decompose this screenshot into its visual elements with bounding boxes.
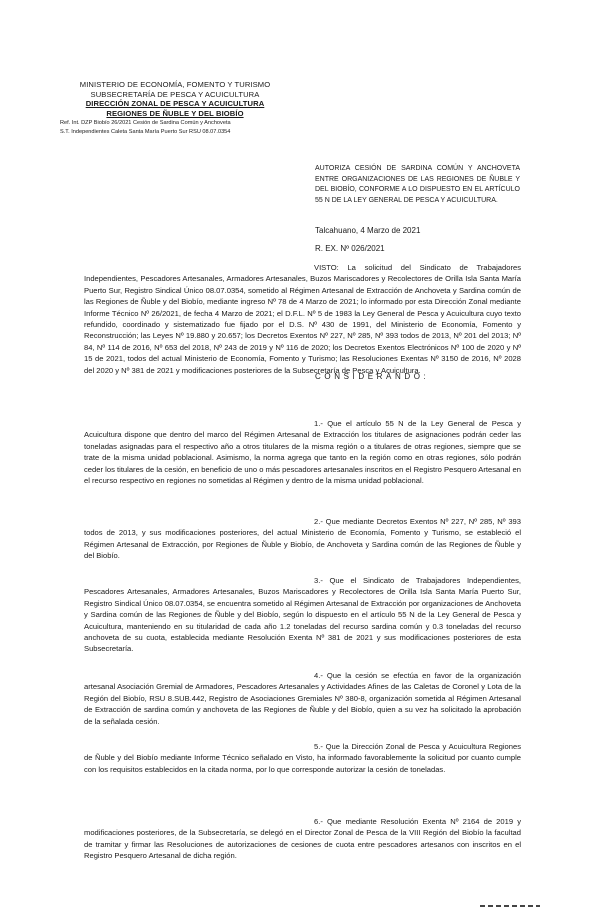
resolution-number: R. EX. Nº 026/2021 <box>315 244 385 253</box>
considerando-item-5 <box>84 741 521 775</box>
directorate-name: DIRECCIÓN ZONAL DE PESCA Y ACUICULTURA <box>85 99 265 108</box>
footer-rule <box>480 905 540 907</box>
letterhead <box>60 80 290 136</box>
visto-paragraph <box>84 262 521 376</box>
considerando-item-3 <box>84 575 521 655</box>
considerando-heading: CONSIDERANDO: <box>315 372 430 381</box>
considerando-item-6 <box>84 816 521 862</box>
reference-line-1: Ref. Int. DZP Biobío 26/2021 Cesión de Sardina Común y Anchoveta <box>60 120 231 126</box>
item-text: 4.- Que la cesión se efectúa en favor de la organización artesanal Asociación Gremial de Armadores, Pescadores Artesanales y Actividades Afines de las Caletas de Coronel y Lota de la Región del Biobío, RSU 8.SUB.442, Registro de Asociaciones Gremiales Nº 380-8, organización sometida al Régimen Artesanal de Extracción de sardina común y anchoveta de las Regiones de Ñuble y del Biobío, quien a su vez ha solicitado la aprobación de la señalada cesión. <box>84 671 521 726</box>
subject-heading: AUTORIZA CESIÓN DE SARDINA COMÚN Y ANCHOVETA ENTRE ORGANIZACIONES DE LAS REGIONES DE ÑUBLE Y DEL BIOBÍO, CONFORME A LO DISPUESTO EN EL ARTÍCULO 55 N DE LA LEY GENERAL DE PESCA Y ACUICULTURA. <box>315 165 520 204</box>
visto-text: VISTO: La solicitud del Sindicato de Trabajadores Independientes, Pescadores Artesanales, Armadores Artesanales, Buzos Mariscadores y Recolectores de Orilla Isla Santa María Puerto Sur, Registro Sindical Único 08.07.0354, sometido al Régimen Artesanal de Extracción de Anchoveta y Sardina común de las Regiones de Ñuble y del Biobío, mediante ingreso Nº 78 de 4 Marzo de 2021; lo informado por esta Dirección Zonal mediante Informe Técnico Nº 26/2021, de fecha 4 Marzo de 2021; el D.F.L. Nº 5 de 1983 la Ley General de Pesca y Acuicultura cuyo texto refundido, coordinado y sistematizado fue fijado por el D.S. Nº 430 de 1991, del Ministerio de Economía, Fomento y Reconstrucción; las Leyes Nº 19.880 y 20.657; los Decretos Exentos Nº 227, Nº 285, Nº 393 todos de 2013, Nº 201 del 2013; Nº 84, Nº 114 de 2016, Nº 653 del 2018, Nº 243 de 2019 y Nº 116 de 2020; los Decretos Exentos Electrónicos Nº 100 de 2020 y Nº 15 de 2021, todos del actual Ministerio de Economía, Fomento y Turismo; las Resoluciones Exentas Nº 3150 de 2016, Nº 2028 del 2020 y Nº 381 de 2021 y modificaciones posteriores de la Subsecretaría de Pesca y Acuicultura. <box>84 263 521 375</box>
item-text: 1.- Que el artículo 55 N de la Ley General de Pesca y Acuicultura dispone que dentro del marco del Régimen Artesanal de Extracción los titulares de asignaciones podrán ceder las toneladas asignadas para el respectivo año a otros titulares de la misma región o a titulares de otras regiones, siempre que se trate de la misma unidad poblacional. Asimismo, la norma agrega que tanto en la región como en otras regiones, sólo podrán ceder los titulares de la cesión, en beneficio de uno o más pescadores artesanales inscritos en el Registro Pesquero Artesanal en el recurso respectivo en regiones no sometidas al Régimen y dentro de la misma unidad poblacional. <box>84 419 521 486</box>
item-text: 3.- Que el Sindicato de Trabajadores Independientes, Pescadores Artesanales, Armadores Artesanales, Buzos Mariscadores y Recolectores de Orilla Isla Santa María Puerto Sur, Registro Sindical Único 08.07.0354, se encuentra sometido al Régimen Artesanal de Extracción por organizaciones de Anchoveta y Sardina común de las Regiones de Ñuble y del Biobío, según lo dispuesto en el artículo 55 N de la Ley General de Pesca y Acuicultura, manteniendo en su titularidad de cada año 1.2 toneladas del recurso sardina común y 0.3 toneladas del recurso anchoveta de su cuota, establecida mediante Resolución Exenta Nº 381 de 2021 y sus modificaciones posteriores de esta Subsecretaría. <box>84 576 521 654</box>
item-text: 2.- Que mediante Decretos Exentos Nº 227, Nº 285, Nº 393 todos de 2013, y sus modificaciones posteriores, del actual Ministerio de Economía, Fomento y Turismo, se estableció el Régimen Artesanal de Extracción, por Regiones de Ñuble y Biobío, de Anchoveta y Sardina común de las Regiones de Ñuble y del Biobío. <box>84 517 521 561</box>
item-text: 5.- Que la Dirección Zonal de Pesca y Acuicultura Regiones de Ñuble y del Biobío mediante Informe Técnico señalado en Visto, ha informado favorablemente la solicitud por cuanto cumple con los requisitos establecidos en la citada norma, por lo que corresponde autorizar la cesión de toneladas. <box>84 742 521 774</box>
reference-line-2: S.T. Independientes Caleta Santa María Puerto Sur RSU 08.07.0354 <box>60 129 231 135</box>
item-text: 6.- Que mediante Resolución Exenta Nº 2164 de 2019 y modificaciones posteriores, de la Subsecretaría, se delegó en el Director Zonal de Pesca de la VIII Región del Biobío la facultad de tramitar y firmar las Resoluciones de autorizaciones de cesiones de cuota entre pescadores artesanos con inscritos en el Registro Pesquero Artesanal de dicha región. <box>84 817 521 861</box>
regions-name: REGIONES DE ÑUBLE Y DEL BIOBÍO <box>106 108 244 118</box>
considerando-item-2 <box>84 516 521 562</box>
ministry-name: MINISTERIO DE ECONOMÍA, FOMENTO Y TURISMO <box>79 80 271 89</box>
undersecretariat-name: SUBSECRETARÍA DE PESCA Y ACUICULTURA <box>90 89 260 99</box>
considerando-item-4 <box>84 670 521 727</box>
place-date: Talcahuano, 4 Marzo de 2021 <box>315 226 421 235</box>
considerando-item-1 <box>84 418 521 486</box>
